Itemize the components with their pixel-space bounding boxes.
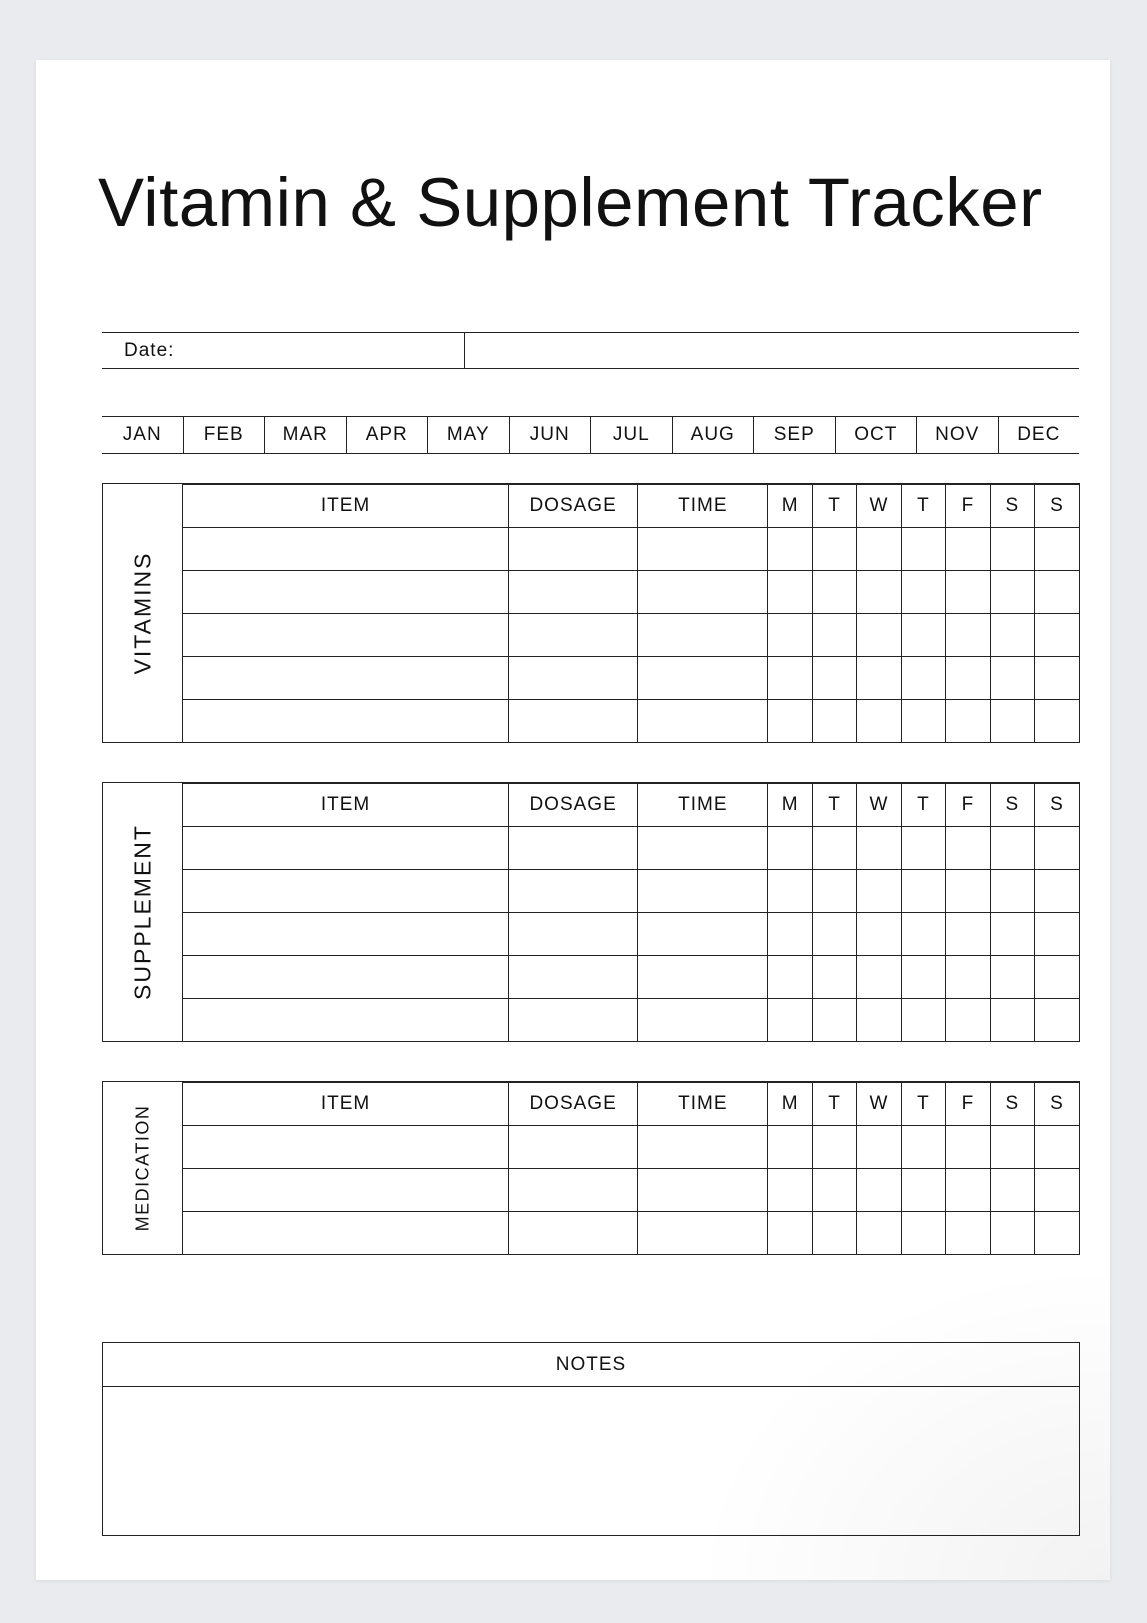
month-oct[interactable]: OCT [835,417,917,453]
day-checkbox-cell[interactable] [990,1126,1034,1169]
tracker-sheet [36,60,1110,1580]
table-row [183,870,1079,913]
day-checkbox-cell[interactable] [857,870,901,913]
month-may[interactable]: MAY [427,417,509,453]
day-checkbox-cell[interactable] [857,700,901,743]
day-header: T [901,784,945,827]
day-checkbox-cell[interactable] [812,1212,856,1255]
day-header: F [946,784,990,827]
month-dec[interactable]: DEC [998,417,1080,453]
table-row [183,913,1079,956]
day-checkbox-cell[interactable] [812,657,856,700]
day-header: M [768,1083,812,1126]
day-checkbox-cell[interactable] [946,1212,990,1255]
day-checkbox-cell[interactable] [812,999,856,1042]
time-cell[interactable] [638,614,768,657]
item-header: ITEM [183,1083,509,1126]
item-header: ITEM [183,784,509,827]
table-row [183,1126,1079,1169]
day-checkbox-cell[interactable] [990,700,1034,743]
day-checkbox-cell[interactable] [990,870,1034,913]
day-checkbox-cell[interactable] [901,1169,945,1212]
notes-area[interactable] [103,1387,1079,1535]
day-checkbox-cell[interactable] [1035,913,1079,956]
day-checkbox-cell[interactable] [857,657,901,700]
day-checkbox-cell[interactable] [990,913,1034,956]
table-row [183,700,1079,743]
day-checkbox-cell[interactable] [857,1126,901,1169]
month-jan[interactable]: JAN [122,424,162,445]
item-cell[interactable] [183,913,509,956]
day-header: M [768,485,812,528]
date-label: Date: [124,340,175,361]
day-checkbox-cell[interactable] [857,528,901,571]
time-cell[interactable] [638,870,768,913]
time-cell[interactable] [638,1126,768,1169]
day-checkbox-cell[interactable] [990,827,1034,870]
day-checkbox-cell[interactable] [1035,870,1079,913]
dosage-cell[interactable] [509,827,638,870]
day-checkbox-cell[interactable] [990,1169,1034,1212]
day-checkbox-cell[interactable] [1035,571,1079,614]
day-checkbox-cell[interactable] [857,956,901,999]
month-jun[interactable]: JUN [509,417,591,453]
time-cell[interactable] [638,999,768,1042]
day-checkbox-cell[interactable] [990,1212,1034,1255]
day-header: W [857,1083,901,1126]
day-checkbox-cell[interactable] [946,700,990,743]
day-checkbox-cell[interactable] [990,999,1034,1042]
tracker-grid [183,1082,1079,1254]
day-checkbox-cell[interactable] [901,1212,945,1255]
table-row [183,1169,1079,1212]
dosage-cell[interactable] [509,999,638,1042]
time-cell[interactable] [638,1212,768,1255]
day-checkbox-cell[interactable] [901,1126,945,1169]
day-checkbox-cell[interactable] [990,528,1034,571]
day-header: T [901,485,945,528]
time-header: TIME [638,1083,768,1126]
date-row [102,332,1079,369]
day-checkbox-cell[interactable] [812,870,856,913]
day-checkbox-cell[interactable] [768,571,812,614]
item-cell[interactable] [183,571,509,614]
section-label: MEDICATION [132,1104,152,1232]
time-cell[interactable] [638,700,768,743]
day-header: S [990,1083,1034,1126]
day-checkbox-cell[interactable] [901,528,945,571]
day-header: S [990,784,1034,827]
day-checkbox-cell[interactable] [812,1169,856,1212]
tracker-grid [183,484,1079,742]
date-divider [464,333,465,368]
day-checkbox-cell[interactable] [901,956,945,999]
day-checkbox-cell[interactable] [901,870,945,913]
day-checkbox-cell[interactable] [1035,956,1079,999]
day-checkbox-cell[interactable] [1035,827,1079,870]
time-header: TIME [638,784,768,827]
day-checkbox-cell[interactable] [946,913,990,956]
time-cell[interactable] [638,827,768,870]
day-checkbox-cell[interactable] [768,956,812,999]
header-row [183,485,1079,528]
day-header: F [946,1083,990,1126]
day-checkbox-cell[interactable] [1035,1126,1079,1169]
time-header: TIME [638,485,768,528]
month-feb[interactable]: FEB [183,417,265,453]
month-nov[interactable]: NOV [916,417,998,453]
day-checkbox-cell[interactable] [768,1212,812,1255]
day-checkbox-cell[interactable] [1035,614,1079,657]
day-header: F [946,485,990,528]
section-label-box [103,783,183,1041]
notes-box [102,1342,1080,1536]
day-checkbox-cell[interactable] [857,614,901,657]
day-checkbox-cell[interactable] [1035,1169,1079,1212]
day-checkbox-cell[interactable] [990,614,1034,657]
dosage-cell[interactable] [509,571,638,614]
day-checkbox-cell[interactable] [901,999,945,1042]
day-header: S [990,485,1034,528]
item-cell[interactable] [183,1169,509,1212]
day-checkbox-cell[interactable] [946,999,990,1042]
day-checkbox-cell[interactable] [1035,999,1079,1042]
day-header: W [857,784,901,827]
day-checkbox-cell[interactable] [901,913,945,956]
dosage-header: DOSAGE [509,784,638,827]
day-header: T [812,1083,856,1126]
supplement-table [102,782,1080,1042]
day-checkbox-cell[interactable] [768,827,812,870]
dosage-cell[interactable] [509,700,638,743]
vitamins-table [102,483,1080,743]
page-title: Vitamin & Supplement Tracker [98,164,1043,241]
day-checkbox-cell[interactable] [812,614,856,657]
time-cell[interactable] [638,956,768,999]
item-cell[interactable] [183,657,509,700]
day-checkbox-cell[interactable] [812,528,856,571]
time-cell[interactable] [638,1169,768,1212]
header-row [183,1083,1079,1126]
header-row [183,784,1079,827]
day-checkbox-cell[interactable] [812,571,856,614]
month-aug[interactable]: AUG [672,417,754,453]
dosage-cell[interactable] [509,657,638,700]
day-checkbox-cell[interactable] [768,614,812,657]
month-mar[interactable]: MAR [264,417,346,453]
day-header: T [812,485,856,528]
dosage-header: DOSAGE [509,1083,638,1126]
day-checkbox-cell[interactable] [812,827,856,870]
day-checkbox-cell[interactable] [946,657,990,700]
day-checkbox-cell[interactable] [857,999,901,1042]
item-cell[interactable] [183,870,509,913]
day-checkbox-cell[interactable] [768,1126,812,1169]
day-checkbox-cell[interactable] [946,827,990,870]
time-cell[interactable] [638,913,768,956]
day-header: S [1035,1083,1079,1126]
dosage-cell[interactable] [509,528,638,571]
item-cell[interactable] [183,827,509,870]
day-header: M [768,784,812,827]
day-checkbox-cell[interactable] [901,614,945,657]
time-cell[interactable] [638,571,768,614]
medication-table [102,1081,1080,1255]
day-checkbox-cell[interactable] [768,870,812,913]
day-checkbox-cell[interactable] [946,614,990,657]
day-checkbox-cell[interactable] [990,571,1034,614]
item-cell[interactable] [183,614,509,657]
notes-heading: NOTES [103,1343,1079,1387]
dosage-cell[interactable] [509,870,638,913]
day-checkbox-cell[interactable] [990,956,1034,999]
day-checkbox-cell[interactable] [857,1212,901,1255]
day-checkbox-cell[interactable] [946,528,990,571]
day-checkbox-cell[interactable] [1035,528,1079,571]
day-checkbox-cell[interactable] [768,999,812,1042]
day-checkbox-cell[interactable] [901,571,945,614]
section-label-box [103,484,183,742]
day-checkbox-cell[interactable] [901,700,945,743]
day-header: T [812,784,856,827]
day-header: W [857,485,901,528]
day-checkbox-cell[interactable] [1035,700,1079,743]
dosage-cell[interactable] [509,956,638,999]
day-checkbox-cell[interactable] [946,870,990,913]
day-header: T [901,1083,945,1126]
day-checkbox-cell[interactable] [768,528,812,571]
day-checkbox-cell[interactable] [857,827,901,870]
day-checkbox-cell[interactable] [946,956,990,999]
month-jul[interactable]: JUL [590,417,672,453]
item-cell[interactable] [183,956,509,999]
table-row [183,1212,1079,1255]
day-checkbox-cell[interactable] [857,571,901,614]
table-row [183,614,1079,657]
dosage-cell[interactable] [509,614,638,657]
table-row [183,827,1079,870]
day-checkbox-cell[interactable] [946,1126,990,1169]
day-checkbox-cell[interactable] [1035,1212,1079,1255]
day-checkbox-cell[interactable] [901,657,945,700]
day-checkbox-cell[interactable] [857,913,901,956]
time-cell[interactable] [638,657,768,700]
table-row [183,528,1079,571]
section-label: SUPPLEMENT [129,824,155,1000]
day-checkbox-cell[interactable] [946,1169,990,1212]
day-checkbox-cell[interactable] [946,571,990,614]
tracker-grid [183,783,1079,1041]
time-cell[interactable] [638,528,768,571]
day-checkbox-cell[interactable] [768,700,812,743]
dosage-cell[interactable] [509,913,638,956]
dosage-header: DOSAGE [509,485,638,528]
dosage-cell[interactable] [509,1169,638,1212]
day-checkbox-cell[interactable] [812,956,856,999]
day-checkbox-cell[interactable] [768,1169,812,1212]
day-checkbox-cell[interactable] [1035,657,1079,700]
day-checkbox-cell[interactable] [768,913,812,956]
item-cell[interactable] [183,1126,509,1169]
day-checkbox-cell[interactable] [990,657,1034,700]
day-checkbox-cell[interactable] [901,827,945,870]
day-header: S [1035,784,1079,827]
item-cell[interactable] [183,999,509,1042]
day-checkbox-cell[interactable] [857,1169,901,1212]
month-apr[interactable]: APR [346,417,428,453]
item-header: ITEM [183,485,509,528]
item-cell[interactable] [183,528,509,571]
section-label: VITAMINS [129,551,155,675]
item-cell[interactable] [183,1212,509,1255]
dosage-cell[interactable] [509,1212,638,1255]
month-row [102,416,1079,454]
day-checkbox-cell[interactable] [768,657,812,700]
table-row [183,571,1079,614]
table-row [183,999,1079,1042]
day-checkbox-cell[interactable] [812,913,856,956]
month-sep[interactable]: SEP [753,417,835,453]
day-header: S [1035,485,1079,528]
day-checkbox-cell[interactable] [812,700,856,743]
item-cell[interactable] [183,700,509,743]
table-row [183,657,1079,700]
day-checkbox-cell[interactable] [812,1126,856,1169]
table-row [183,956,1079,999]
dosage-cell[interactable] [509,1126,638,1169]
section-label-box [103,1082,183,1254]
